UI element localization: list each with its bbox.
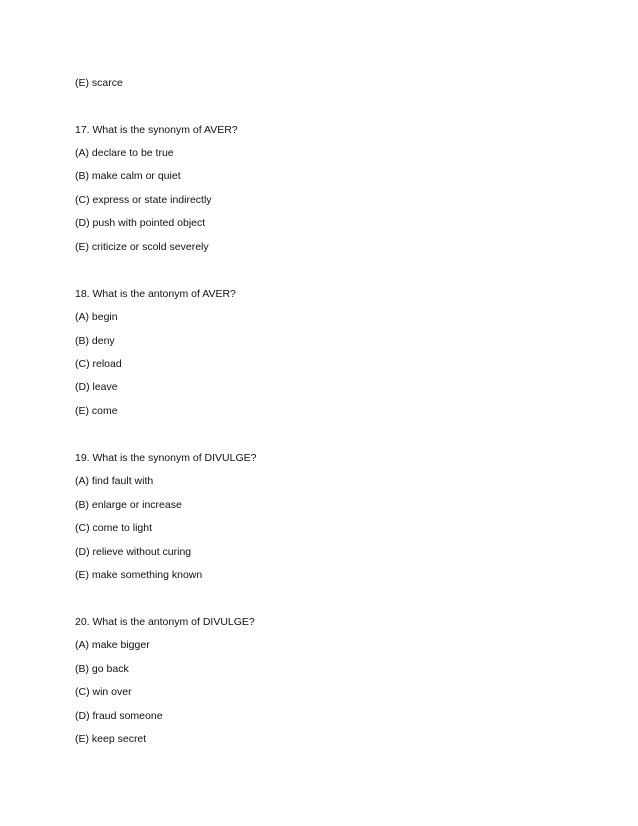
question-19-option-b: (B) enlarge or increase [75,499,182,511]
question-20-option-b: (B) go back [75,663,129,675]
question-17-option-c: (C) express or state indirectly [75,194,212,206]
question-20-option-a: (A) make bigger [75,639,150,651]
question-19-option-a: (A) find fault with [75,475,154,487]
question-17-option-d: (D) push with pointed object [75,217,206,229]
question-20-option-e: (E) keep secret [75,733,147,745]
question-18-option-a: (A) begin [75,311,118,323]
question-20-prompt: 20. What is the antonym of DIVULGE? [75,616,255,628]
question-17-option-b: (B) make calm or quiet [75,170,181,182]
question-17-prompt: 17. What is the synonym of AVER? [75,124,238,136]
question-19-option-d: (D) relieve without curing [75,546,192,558]
leading-option: (E) scarce [75,77,123,89]
question-17-option-e: (E) criticize or scold severely [75,241,209,253]
question-18-option-b: (B) deny [75,335,115,347]
question-18-option-e: (E) come [75,405,118,417]
question-19-option-c: (C) come to light [75,522,153,534]
question-20-option-d: (D) fraud someone [75,710,163,722]
question-19-option-e: (E) make something known [75,569,203,581]
question-19-prompt: 19. What is the synonym of DIVULGE? [75,452,257,464]
question-17-option-a: (A) declare to be true [75,147,174,159]
question-18-prompt: 18. What is the antonym of AVER? [75,288,236,300]
question-18-option-d: (D) leave [75,381,118,393]
question-20-option-c: (C) win over [75,686,132,698]
question-18-option-c: (C) reload [75,358,122,370]
